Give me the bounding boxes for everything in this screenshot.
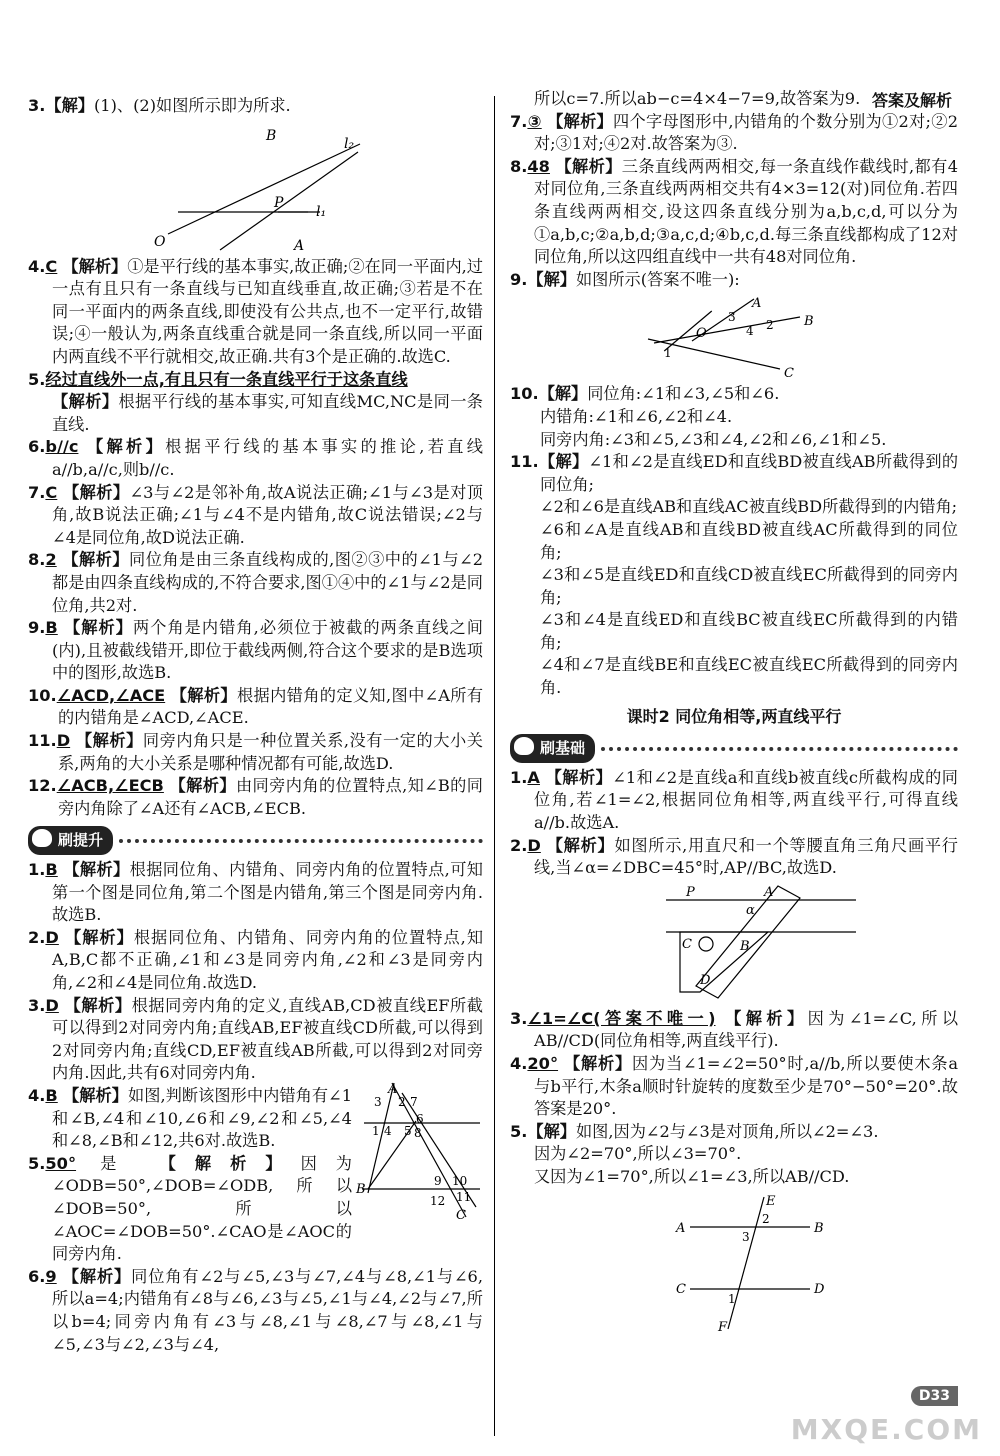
svg-text:C: C bbox=[676, 1281, 686, 1297]
improve-answer-4-block bbox=[28, 1081, 483, 1266]
svg-text:A: A bbox=[676, 1220, 686, 1236]
right-column bbox=[510, 88, 958, 1337]
svg-text:A: A bbox=[764, 884, 774, 900]
svg-text:F: F bbox=[718, 1319, 728, 1335]
answer-4: 4.C 【解析】①是平行线的基本事实,故正确;②在同一平面内,过一点有且只有一条直线与已知直线垂直,故正确;③若是不在同一平面内的两条直线,即使没有公共点,也不一定平行,故错误;④一般认为,两条直线重合就是同一条直线,所以同一平面内两直线不平行就相交,故正确.共有3个是正确的.故选C. bbox=[28, 256, 483, 366]
lesson-title: 课时2 同位角相等,两直线平行 bbox=[626, 706, 842, 726]
right-answer-7: 7.③ 【解析】四个字母图形中,内错角的个数分别为①2对;②2对;③1对;④2对.故答案为③. bbox=[510, 111, 959, 154]
improve-answer-2: 2.D 【解析】根据同位角、内错角、同旁内角的位置特点,知A,B,C都不正确,∠1和∠3是同旁内角,∠2和∠3是同旁内角,∠2和∠4是同位角.故选D. bbox=[28, 927, 484, 992]
figure-ruler-triangle bbox=[660, 884, 860, 1004]
answer-10: 10.∠ACD,∠ACE 【解析】根据内错角的定义知,图中∠A所有的内错角是∠ACD,∠ACE. bbox=[28, 685, 484, 728]
section-header-improve bbox=[28, 826, 483, 855]
svg-text:2: 2 bbox=[398, 1094, 406, 1109]
svg-text:3: 3 bbox=[742, 1229, 750, 1244]
svg-text:12: 12 bbox=[430, 1193, 446, 1208]
right-answer-10: 10.【解】同位角:∠1和∠3,∠5和∠6. 内错角:∠1和∠6,∠2和∠4. 同旁内角:∠3和∠5,∠3和∠4,∠2和∠6,∠1和∠5. bbox=[510, 384, 887, 449]
svg-text:1: 1 bbox=[664, 346, 672, 361]
svg-text:10: 10 bbox=[452, 1173, 468, 1188]
label-l1: l₁ bbox=[316, 203, 327, 220]
section-header-basic bbox=[510, 734, 958, 763]
svg-text:C: C bbox=[682, 936, 692, 952]
improve-answer-5: 5.50° 是 【解析】因为∠ODB=50°,∠DOB=∠ODB,所以∠DOB=50°,所以∠AOC=∠DOB=50°.∠CAO是∠AOC的同旁内角. bbox=[28, 1153, 352, 1264]
basic-answer-5: 5.【解】如图,因为∠2与∠3是对顶角,所以∠2=∠3. 因为∠2=70°,所以∠3=70°. 又因为∠1=70°,所以∠1=∠3,所以AB//CD. bbox=[510, 1121, 879, 1186]
label-P: P bbox=[274, 194, 284, 211]
answer-6-continued: 所以c=7.所以ab−c=4×4−7=9,故答案为9. bbox=[534, 89, 861, 108]
svg-text:B: B bbox=[356, 1181, 366, 1197]
svg-text:C: C bbox=[456, 1207, 466, 1223]
page-header: 答案及解析 bbox=[871, 91, 952, 110]
answer-6: 6.b//c 【解析】根据平行线的基本事实的推论,若直线a//b,a//c,则b//c. bbox=[28, 437, 483, 479]
basic-answer-4: 4.20° 【解析】因为当∠1=∠2=50°时,a//b,所以要使木条a与b平行,木条a顺时针旋转的度数至少是70°−50°=20°.故答案是20°. bbox=[510, 1054, 959, 1119]
left-column bbox=[28, 95, 483, 1356]
answer-9: 9.B 【解析】两个角是内错角,必须位于被截的两条直线之间(内),且被截线错开,即位于截线两侧,符合这个要求的是B选项中的图形,故选B. bbox=[28, 618, 483, 683]
svg-text:2: 2 bbox=[762, 1211, 770, 1226]
svg-text:11: 11 bbox=[456, 1189, 472, 1204]
svg-text:7: 7 bbox=[410, 1094, 418, 1109]
page-number: D33 bbox=[911, 1386, 958, 1406]
dotted-divider bbox=[601, 747, 958, 751]
svg-text:1: 1 bbox=[372, 1123, 380, 1138]
svg-text:B: B bbox=[740, 938, 750, 954]
svg-text:E: E bbox=[766, 1193, 776, 1209]
right-answer-9: 9.【解】如图所示(答案不唯一): bbox=[510, 269, 740, 289]
svg-text:4: 4 bbox=[746, 324, 754, 339]
svg-text:3: 3 bbox=[374, 1094, 382, 1109]
svg-text:A: A bbox=[752, 296, 762, 312]
answer-8: 8.2 【解析】同位角是由三条直线构成的,图②③中的∠1与∠2都是由四条直线构成的,不符合要求,图①④中的∠1与∠2是同位角,共2对. bbox=[28, 550, 484, 615]
answer-12: 12.∠ACB,∠ECB 【解析】由同旁内角的位置特点,知∠B的同旁内角除了∠A还有∠ACB,∠ECB. bbox=[28, 776, 483, 818]
answer-11: 11.D 【解析】同旁内角只是一种位置关系,没有一定的大小关系,两角的大小关系是哪种情况都有可能,故选D. bbox=[28, 731, 483, 773]
svg-text:5: 5 bbox=[404, 1123, 412, 1138]
improve-answer-3: 3.D 【解析】根据同旁内角的定义,直线AB,CD被直线EF所截可以得到2对同旁内角;直线AB,EF被直线CD所截,可以得到2对同旁内角;直线CD,EF被直线AB所截,可以得到2对同旁内角.因此,共有6对同旁内角. bbox=[28, 995, 483, 1083]
right-answer-8: 8.48 【解析】三条直线两两相交,每一条直线作截线时,都有4对同位角,三条直线两两相交共有4×3=12(对)同位角.若四条直线两两相交,设这四条直线分别为a,b,c,d,可以分为①a,b,c;②a,b,d;③a,c,d;④b,c,d.每三条直线都构成了12对同位角,所以这四组直线中一共有48对同位角. bbox=[510, 156, 958, 267]
watermark: MXQE.COM bbox=[790, 1413, 982, 1446]
svg-text:2: 2 bbox=[766, 318, 774, 333]
svg-text:C: C bbox=[784, 366, 794, 382]
column-divider bbox=[494, 96, 495, 1436]
svg-text:3: 3 bbox=[728, 310, 736, 325]
dotted-divider bbox=[119, 839, 483, 843]
label-A: A bbox=[294, 237, 305, 254]
svg-text:B: B bbox=[804, 314, 814, 330]
improve-answer-1: 1.B 【解析】根据同位角、内错角、同旁内角的位置特点,可知第一个图是同位角,第二个图是内错角,第三个图是同旁内角.故选B. bbox=[28, 860, 483, 925]
right-answer-11: 11.【解】∠1和∠2是直线ED和直线BD被直线AB所截得到的同位角; ∠2和∠6是直线AB和直线AC被直线BD所截得到的内错角; ∠6和∠A是直线AB和直线BD被直线AC所截得到的同位角; ∠3和∠5是直线ED和直线CD被直线EC所截得到的同旁内角; ∠3和∠4是直线ED和直线BC被直线EC所截得到的内错角; ∠4和∠7是直线BE和直线EC被直线EC所截得到的同旁内角. bbox=[510, 452, 959, 698]
label-O: O bbox=[154, 233, 166, 250]
answer-3: 3.【解】(1)、(2)如图所示即为所求. bbox=[28, 96, 291, 115]
section-badge: 刷提升 bbox=[28, 826, 113, 855]
svg-text:A: A bbox=[388, 1081, 398, 1097]
svg-text:D: D bbox=[814, 1281, 825, 1297]
answer-7: 7.C 【解析】∠3与∠2是邻补角,故A说法正确;∠1与∠3是对顶角,故B说法正确;∠1与∠4不是内错角,故C说法错误;∠2与∠4是同位角,故D说法正确. bbox=[28, 482, 483, 547]
basic-answer-3: 3.∠1=∠C(答案不唯一) 【解析】因为∠1=∠C,所以AB//CD(同位角相等,两直线平行). bbox=[510, 1008, 959, 1051]
svg-text:O: O bbox=[696, 326, 707, 342]
basic-answer-1: 1.A 【解析】∠1和∠2是直线a和直线b被直线c所截构成的同位角,若∠1=∠2,根据同位角相等,两直线平行,可得直线a//b.故选A. bbox=[510, 767, 958, 833]
improve-answer-4: 4.B 【解析】如图,判断该图形中内错角有∠1和∠B,∠4和∠10,∠6和∠9,∠2和∠5,∠4和∠8,∠B和∠12,共6对.故选B. bbox=[28, 1085, 353, 1151]
svg-text:1: 1 bbox=[728, 1291, 736, 1306]
svg-text:6: 6 bbox=[416, 1111, 424, 1126]
section-badge: 刷基础 bbox=[510, 734, 595, 763]
figure-transversal bbox=[670, 1193, 850, 1333]
svg-text:4: 4 bbox=[384, 1123, 392, 1138]
label-l2: l₂ bbox=[344, 135, 355, 152]
svg-text:9: 9 bbox=[434, 1173, 442, 1188]
svg-text:P: P bbox=[686, 884, 695, 900]
basic-answer-2: 2.D 【解析】如图所示,用直尺和一个等腰直角三角尺画平行线,当∠α=∠DBC=45°时,AP//BC,故选D. bbox=[510, 835, 958, 878]
svg-text:B: B bbox=[814, 1220, 824, 1236]
improve-answer-6: 6.9 【解析】同位角有∠2与∠5,∠3与∠7,∠4与∠8,∠1与∠6,所以a=4;内错角有∠8与∠6,∠3与∠5,∠1与∠4,∠2与∠7,所以b=4;同旁内角有∠3与∠8,∠1与∠8,∠7与∠8,∠1与∠5,∠3与∠2,∠3与∠4, bbox=[28, 1266, 484, 1354]
figure-trapezoid bbox=[358, 1081, 483, 1221]
answer-5: 5.经过直线外一点,有且只有一条直线平行于这条直线 【解析】根据平行线的基本事实,可知直线MC,NC是同一条直线. bbox=[28, 369, 483, 434]
figure-parallel-lines bbox=[148, 122, 408, 252]
svg-text:8: 8 bbox=[414, 1125, 422, 1140]
figure-three-lines bbox=[640, 295, 840, 382]
svg-text:α: α bbox=[746, 902, 755, 918]
label-B: B bbox=[266, 127, 277, 144]
svg-text:D: D bbox=[700, 972, 711, 988]
